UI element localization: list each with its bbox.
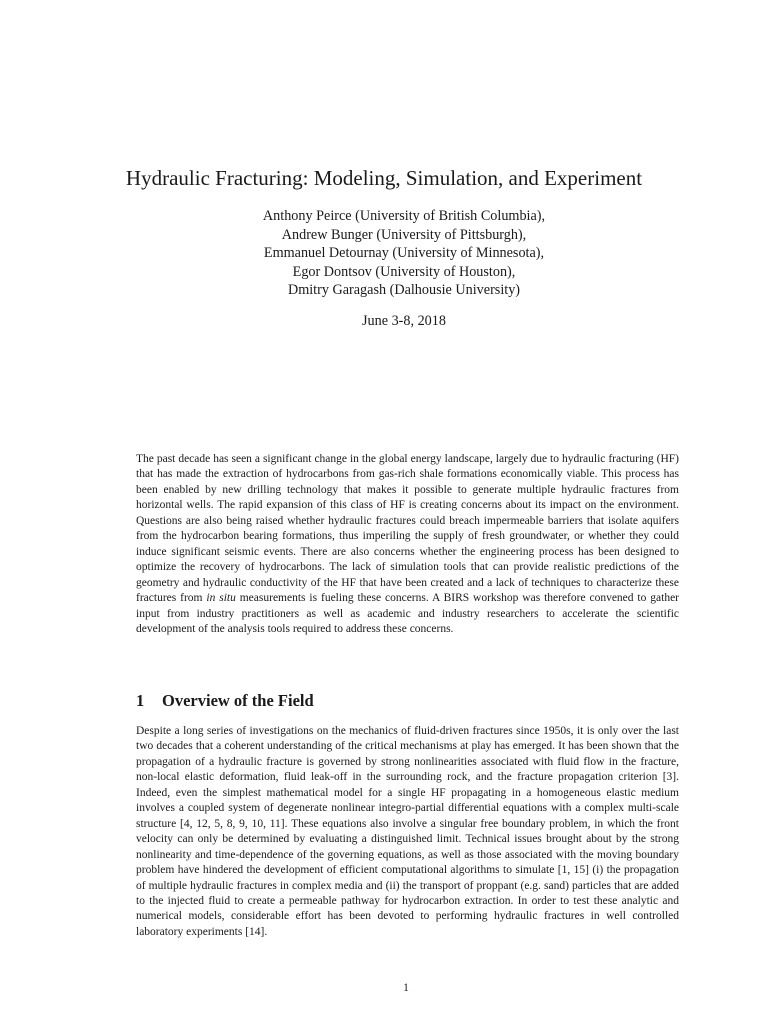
author-line: Emmanuel Detournay (University of Minnesota), [263, 245, 545, 261]
abstract-text-part: measurements is fueling these concerns. A BIRS workshop was therefore convened to gather input from industry practitioners as well as academic and industry researchers to accelerate the scientific development of the analysis tools required to address these concerns. [136, 592, 680, 635]
section-title: Overview of the Field [162, 691, 314, 710]
section-body-paragraph: Despite a long series of investigations on the mechanics of fluid-driven fractures since 1950s, it is only over the last two decades that a coherent understanding of the critical mechanisms at play has emerged. It has been shown that the propagation of a hydraulic fracture is governed by strong nonlinearities associated with fluid flow in the fracture, non-local elastic deformation, fluid leak-off in the surrounding rock, and the fracture propagation criterion [3]. Indeed, even the simplest mathematical model for a single HF propagating in a homogeneous elastic medium involves a coupled system of degenerate nonlinear integro-partial differential equations with a complex multi-scale structure [4, 12, 5, 8, 9, 10, 11]. These equations also involve a singular free boundary problem, in which the front velocity can only be determined by evaluating a distinguished limit. Technical issues brought about by the strong nonlinearity and time-dependence of the governing equations, as well as those associated with the moving boundary problem have hindered the development of efficient computational algorithms to simulate [1, 15] (i) the propagation of multiple hydraulic fractures in complex media and (ii) the transport of proppant (e.g. sand) particles that are added to the injected fluid to create a permeable pathway for hydrocarbon extraction. In order to test these analytic and numerical models, considerable effort has been devoted to performing hydraulic fractures in well controlled laboratory experiments [14]. [136, 725, 679, 938]
author-list [0, 207, 768, 300]
abstract-text-part: The past decade has seen a significant change in the global energy landscape, largely due to hydraulic fracturing (HF) that has made the extraction of hydrocarbons from gas-rich shale formations economically viable. This process has been enabled by new drilling technology that makes it possible to generate multiple hydraulic fractures from horizontal wells. The rapid expansion of this class of HF is creating concerns about its impact on the environment. Questions are also being raised whether hydraulic fractures could breach impermeable barriers that isolate aquifers from the hydrocarbon bearing formations, thus imperiling the supply of fresh groundwater, or whether they could induce significant seismic events. There are also concerns whether the engineering process has been designed to optimize the recovery of hydrocarbons. The lack of simulation tools that can provide realistic predictions of the geometry and hydraulic conductivity of the HF that have been created and a lack of techniques to characterize these fractures from [136, 453, 679, 605]
author-line: Egor Dontsov (University of Houston), [292, 263, 516, 280]
abstract-paragraph [136, 452, 679, 637]
section-heading [136, 690, 314, 712]
page-number: 1 [403, 982, 409, 994]
author-line: Dmitry Garagash (Dalhousie University) [287, 282, 521, 298]
paper-title: Hydraulic Fracturing: Modeling, Simulation, and Experiment [125, 166, 643, 190]
workshop-date: June 3-8, 2018 [362, 313, 446, 329]
author-line: Anthony Peirce (University of British Columbia), [262, 208, 546, 224]
author-line: Andrew Bunger (University of Pittsburgh), [281, 226, 527, 243]
section-number: 1 [136, 691, 145, 710]
abstract-italic-term: in situ [206, 592, 236, 605]
